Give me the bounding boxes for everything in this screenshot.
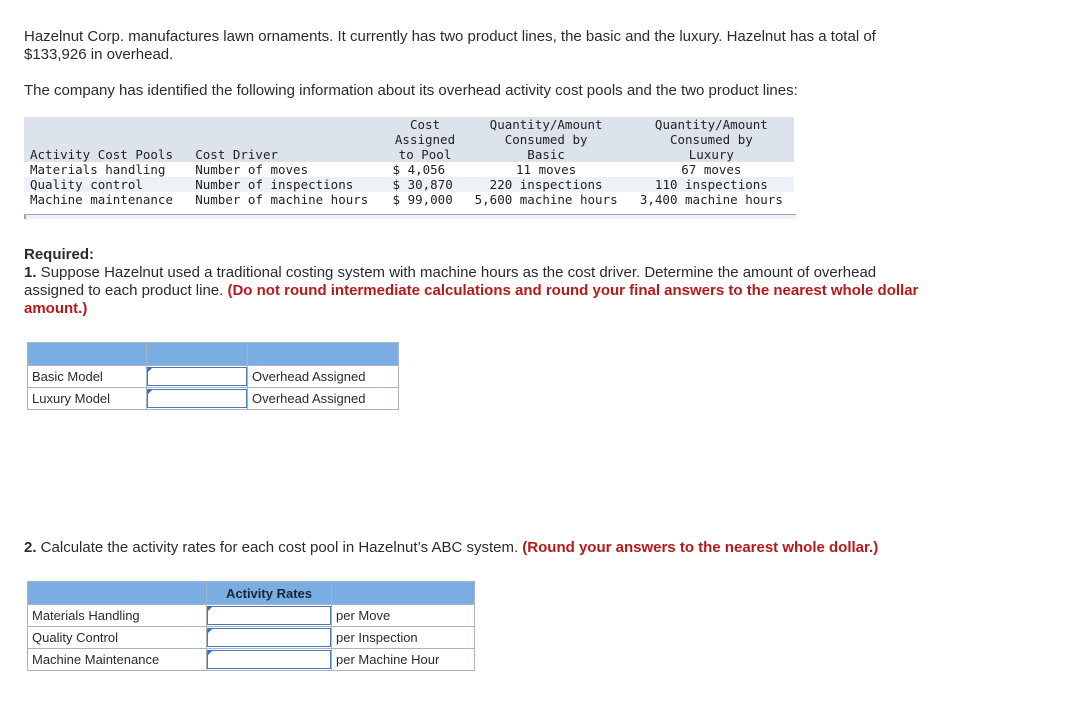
question-1: Required: 1. Suppose Hazelnut used a traditional costing system with machine hours as the cost driver. Determine the amount of overhead assigned to each product line. (Do not round intermediate calculations and round your final answers to the nearest whole dollar amount.) xyxy=(24,246,919,317)
rounding-note: (Round your answers to the nearest whole dollar.) xyxy=(522,539,879,556)
luxury-cell: 3,400 machine hours xyxy=(629,192,794,207)
intro-paragraph xyxy=(24,28,876,64)
driver-cell: Number of machine hours xyxy=(189,192,386,207)
basic-cell: 220 inspections xyxy=(464,177,629,192)
luxury-model-overhead-input[interactable] xyxy=(147,389,247,408)
materials-handling-rate-input[interactable] xyxy=(207,606,331,625)
row-label: Machine Maintenance xyxy=(28,649,207,671)
header-cost-assigned: Cost Assigned to Pool xyxy=(387,117,464,162)
cost-cell: $ 30,870 xyxy=(387,177,464,192)
row-label: Quality Control xyxy=(28,627,207,649)
required-label: Required: xyxy=(24,246,95,263)
table-row xyxy=(24,162,794,177)
basic-cell: 11 moves xyxy=(464,162,629,177)
row-suffix: per Inspection xyxy=(332,627,475,649)
driver-cell: Number of inspections xyxy=(189,177,386,192)
pool-cell: Materials handling xyxy=(24,162,189,177)
row-label: Basic Model xyxy=(28,366,147,388)
row-suffix: Overhead Assigned xyxy=(248,388,399,410)
luxury-cell: 110 inspections xyxy=(629,177,794,192)
row-suffix: Overhead Assigned xyxy=(248,366,399,388)
table-row xyxy=(28,649,475,671)
activity-cost-table xyxy=(24,117,794,207)
driver-cell: Number of moves xyxy=(189,162,386,177)
rounding-note: (Do not round intermediate calculations and round your final answers to the nearest whole dollar xyxy=(227,282,919,299)
activity-rates-grid xyxy=(27,581,475,671)
row-suffix: per Move xyxy=(332,605,475,627)
table-row xyxy=(28,366,399,388)
table-row xyxy=(24,192,794,207)
row-label: Materials Handling xyxy=(28,605,207,627)
header-luxury-consumed: Quantity/Amount Consumed by Luxury xyxy=(629,117,794,162)
basic-cell: 5,600 machine hours xyxy=(464,192,629,207)
basic-model-overhead-input[interactable] xyxy=(147,367,247,386)
intro-line-2: $133,926 in overhead. xyxy=(24,46,174,63)
header-basic-consumed: Quantity/Amount Consumed by Basic xyxy=(464,117,629,162)
table-row xyxy=(28,605,475,627)
table-row xyxy=(28,627,475,649)
header-cost-driver: Cost Driver xyxy=(189,117,386,162)
table-row xyxy=(28,388,399,410)
activity-rates-header: Activity Rates xyxy=(207,582,332,605)
pool-cell: Machine maintenance xyxy=(24,192,189,207)
cost-cell: $ 4,056 xyxy=(387,162,464,177)
header-activity-cost-pools: Activity Cost Pools xyxy=(24,117,189,162)
machine-maintenance-rate-input[interactable] xyxy=(207,650,331,669)
intro-line-1: Hazelnut Corp. manufactures lawn ornaments. It currently has two product lines, the basic and the luxury. Hazelnut has a total of xyxy=(24,28,876,45)
intro-line-3: The company has identified the following information about its overhead activity cost pools and the two product lines: xyxy=(24,82,798,99)
cost-cell: $ 99,000 xyxy=(387,192,464,207)
row-label: Luxury Model xyxy=(28,388,147,410)
pool-cell: Quality control xyxy=(24,177,189,192)
overhead-assigned-grid xyxy=(27,342,399,410)
quality-control-rate-input[interactable] xyxy=(207,628,331,647)
table-row xyxy=(24,177,794,192)
question-2: 2. Calculate the activity rates for each cost pool in Hazelnut’s ABC system. (Round your answers to the nearest whole dollar.) xyxy=(24,539,879,556)
row-suffix: per Machine Hour xyxy=(332,649,475,671)
table-bottom-rule xyxy=(24,214,796,219)
luxury-cell: 67 moves xyxy=(629,162,794,177)
